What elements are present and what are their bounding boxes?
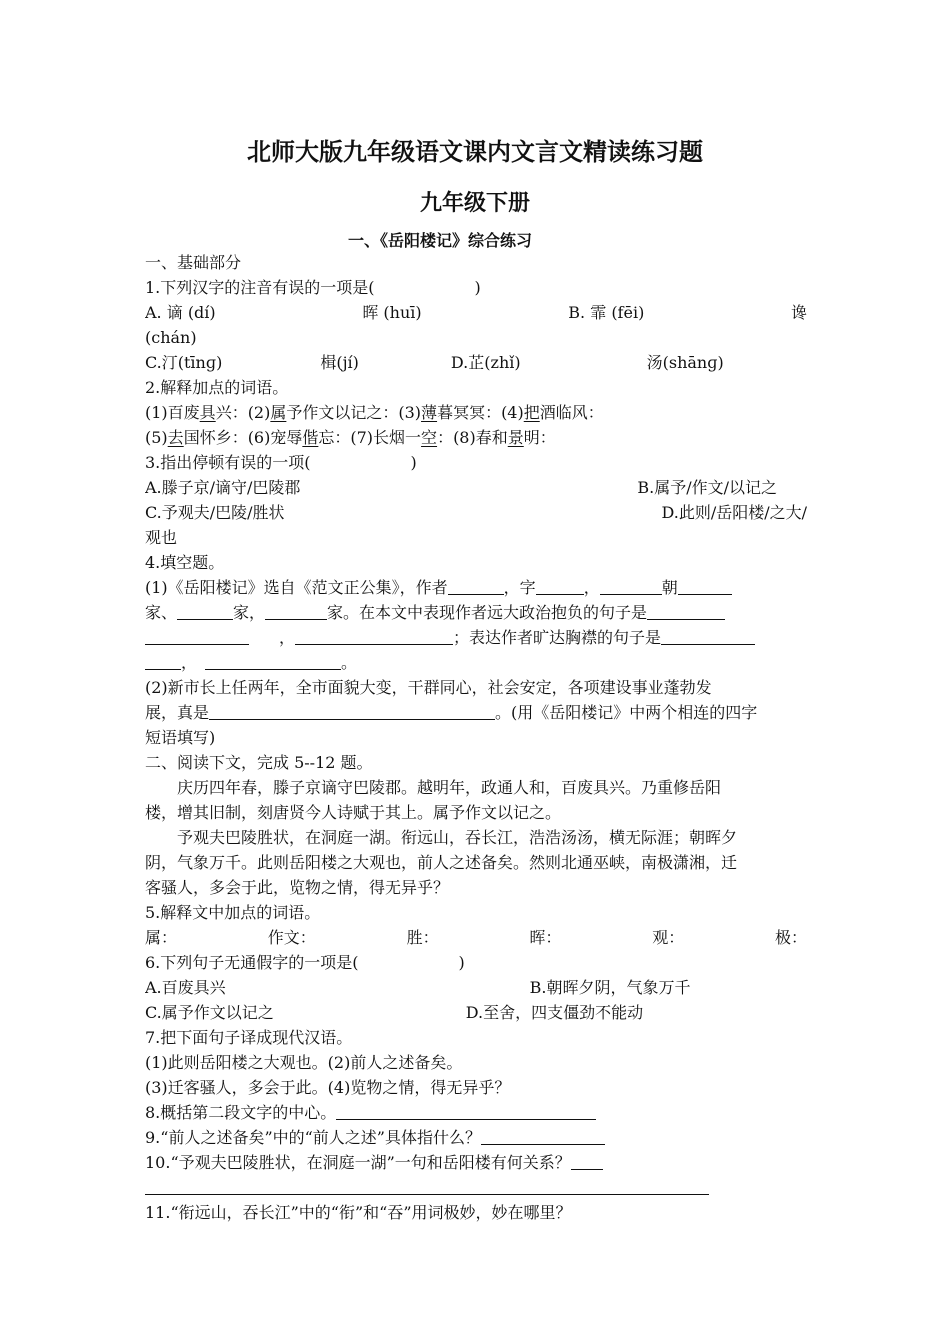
option-b-2: 谗 [790,303,807,322]
option-b: B.属予/作文/以记之 [637,478,777,497]
question-11: 11.“衔远山，吞长江”中的“衔”和“吞”用词极妙，妙在哪里？ [145,1203,572,1222]
question-2-line-1: (1)百废具兴：(2)属予作文以记之：(3)薄暮冥冥：(4)把酒临风： [145,403,604,422]
option-b: B.朝晖夕阴，气象万千 [529,978,691,997]
term-item: 极： [774,928,807,947]
question-2-line-2: (5)去国怀乡：(6)宠辱偕忘：(7)长烟一空：(8)春和景明： [145,428,556,447]
passage-para-2-line-1: 予观夫巴陵胜状，在洞庭一湖。衔远山，吞长江，浩浩汤汤，横无际涯；朝晖夕 [177,828,738,847]
question-6-options-ab [145,975,807,1000]
option-c-2: 楫(jí) [320,353,359,372]
option-c: C.汀(tīnɡ) [145,353,223,372]
passage-para-2-line-3: 客骚人，多会于此，览物之情，得无异乎？ [145,878,450,897]
question-1: 1.下列汉字的注音有误的一项是( ) [145,278,481,297]
question-9: 9.“前人之述备矣”中的“前人之述”具体指什么？ [145,1125,807,1150]
answer-blank[interactable] [571,1151,603,1170]
answer-blank[interactable] [145,651,181,670]
option-a: A.滕子京/谪守/巴陵郡 [145,478,301,497]
answer-blank[interactable] [265,601,327,620]
answer-blank[interactable] [647,601,725,620]
question-4-1-line-2: 家、 家， 家。在本文中表现作者远大政治抱负的句子是 [145,600,807,625]
answer-blank[interactable] [661,626,755,645]
answer-blank[interactable] [209,701,495,720]
section-heading: 一、《岳阳楼记》综合练习 [347,231,532,250]
term-item: 观： [652,928,685,947]
question-1-options-ab [145,300,807,325]
passage-para-2-line-2: 阴，气象万千。此则岳阳楼之大观也，前人之述备矣。然则北通巫峡，南极潇湘，迁 [145,853,738,872]
option-d: D.至舍，四支僵劲不能动 [465,1003,644,1022]
question-2: 2.解释加点的词语。 [145,378,289,397]
term-item: 属： [145,928,178,947]
question-1-options-cd [145,350,807,375]
answer-blank[interactable] [600,576,662,595]
option-c: C.予观夫/巴陵/胜状 [145,503,285,522]
option-d-2: 汤(shānɡ) [646,353,724,372]
question-10: 10.“予观夫巴陵胜状，在洞庭一湖”一句和岳阳楼有何关系？ [145,1150,807,1175]
term-item: 作文： [267,928,316,947]
question-4-2-line-1: (2)新市长上任两年，全市面貌大变，干群同心，社会安定，各项建设事业蓬勃发 [145,678,712,697]
question-4-1-line-3: ， ；表达作者旷达胸襟的句子是 [145,625,807,650]
question-3-options-cd [145,500,807,525]
question-3: 3.指出停顿有误的一项( ) [145,453,417,472]
exercise-body [145,250,807,1225]
question-3-option-d-cont: 观也 [145,528,178,547]
question-10-answer-line [145,1175,807,1200]
option-d: D.此则/岳阳楼/之大/ [661,503,807,522]
question-4-2-line-3: 短语填写) [145,728,216,747]
basic-heading: 一、基础部分 [145,253,242,272]
question-6: 6.下列句子无通假字的一项是( ) [145,953,465,972]
answer-blank[interactable] [177,601,233,620]
option-a-2: 晖 (huī) [362,303,422,322]
answer-blank[interactable] [336,1101,596,1120]
reading-heading: 二、阅读下文，完成 5--12 题。 [145,753,373,772]
option-a: A.百废具兴 [145,978,226,997]
question-5: 5.解释文中加点的词语。 [145,903,321,922]
question-7-line-1: (1)此则岳阳楼之大观也。(2)前人之述备矣。 [145,1053,463,1072]
option-b: B. 霏 (fēi) [568,303,645,322]
answer-blank[interactable] [536,576,584,595]
answer-blank[interactable] [481,1126,605,1145]
answer-blank[interactable] [145,1176,709,1195]
term-item: 胜： [406,928,439,947]
answer-blank[interactable] [145,626,249,645]
term-item: 晖： [529,928,562,947]
answer-blank[interactable] [448,576,504,595]
option-c: C.属予作文以记之 [145,1003,274,1022]
question-5-items [145,925,807,950]
document-subtitle: 九年级下册 [419,190,530,216]
question-8: 8.概括第二段文字的中心。 [145,1100,807,1125]
question-4: 4.填空题。 [145,553,225,572]
question-6-options-cd [145,1000,807,1025]
document-title: 北师大版九年级语文课内文言文精读练习题 [247,137,703,166]
option-a: A. 谪 (dí) [145,303,216,322]
question-7-line-2: (3)迁客骚人，多会于此。(4)览物之情，得无异乎？ [145,1078,511,1097]
question-4-1-line-1: (1)《岳阳楼记》选自《范文正公集》，作者 ，字 ， 朝 [145,575,807,600]
question-7: 7.把下面句子译成现代汉语。 [145,1028,353,1047]
question-4-2-line-2: 展，真是 。(用《岳阳楼记》中两个相连的四字 [145,703,758,722]
answer-blank[interactable] [678,576,732,595]
passage-para-1-line-1: 庆历四年春，滕子京谪守巴陵郡。越明年，政通人和，百废具兴。乃重修岳阳 [177,778,722,797]
question-4-1-line-4: ， 。 [145,650,807,675]
answer-blank[interactable] [295,626,453,645]
option-d: D.芷(zhǐ) [450,353,521,372]
passage-para-1-line-2: 楼，增其旧制，刻唐贤今人诗赋于其上。属予作文以记之。 [145,803,562,822]
question-1-option-b-cont: (chán) [145,328,197,347]
question-3-options-ab [145,475,807,500]
answer-blank[interactable] [205,651,341,670]
